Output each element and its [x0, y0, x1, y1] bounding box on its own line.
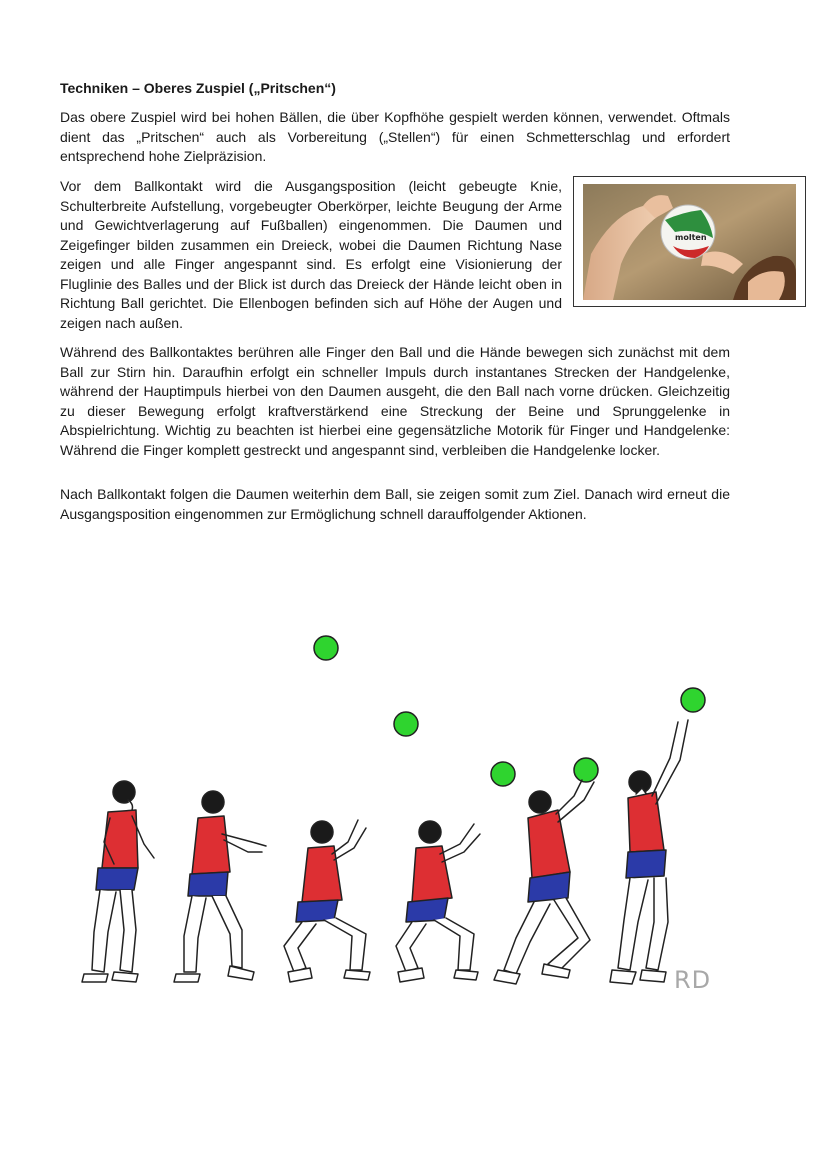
paragraph-ball-contact: Während des Ballkontaktes berühren alle Finger den Ball und die Hände bewegen sich zunächst mit dem Ball zur Stirn hin. Daraufhin erfolgt ein schneller Impuls durch instantanes Strecken der Handgelenke, während der Hauptimpuls hierbei von den Daumen ausgeht, die den Ball nach vorne drücken. Gleichzeitig zu dieser Bewegung erfolgt kraftverstärkend eine Streckung der Beine und Sprunggelenke in Abspielrichtung. Wichtig zu beachten ist hierbei eine gegensätzliche Motorik für Finger und Handgelenke: Während die Finger komplett gestreckt und angespannt sind, verbleiben die Handgelenke locker.: [60, 344, 730, 458]
player-figure-2: [174, 791, 266, 982]
illustration-watermark: RD: [674, 966, 712, 994]
volleyball-photo: [573, 176, 806, 307]
ball-5: [681, 688, 705, 712]
player-figure-1: [82, 781, 154, 982]
ball-4: [574, 758, 598, 782]
ball-3: [491, 762, 515, 786]
paragraph-intro: Das obere Zuspiel wird bei hohen Bällen, die über Kopfhöhe gespielt werden können, verwendet. Oftmals dient das „Pritschen“ auch als Vorbereitung („Stellen“) für einen Schmetterschlag und erfordert entsprechend hohe Zielpräzision.: [60, 109, 730, 164]
pass-sequence-illustration: [80, 620, 720, 1000]
player-figure-5: [494, 780, 594, 984]
volleyball-photo-image: [583, 184, 796, 300]
player-figure-4: [396, 821, 480, 982]
ball-2: [394, 712, 418, 736]
ball-1: [314, 636, 338, 660]
paragraph-starting-position: Vor dem Ballkontakt wird die Ausgangsposition (leicht gebeugte Knie, Schulterbreite Aufstellung, vorgebeugter Oberkörper, leichte Beugung der Arme und Gewichtverlagerung auf Fußballen) eingenommen. Die Daumen und Zeigefinger bilden zusammen ein Dreieck, wobei die Daumen Richtung Nase zeigen und alle Finger angespannt sind. Es erfolgt eine Visionierung der Fluglinie des Balles und der Blick ist durch das Dreieck der Hände leicht oben in Richtung Ball gerichtet. Die Ellenbogen befinden sich auf Höhe der Augen und zeigen nach außen.: [60, 178, 562, 331]
paragraph-follow-through: Nach Ballkontakt folgen die Daumen weiterhin dem Ball, sie zeigen somit zum Ziel. Danach wird erneut die Ausgangsposition eingenommen zur Ermöglichung schnell darauffolgender Aktionen.: [60, 486, 730, 522]
ball-brand-label: molten: [675, 233, 707, 242]
player-figure-3: [284, 820, 370, 982]
page-title: Techniken – Oberes Zuspiel („Pritschen“): [60, 80, 336, 96]
player-figure-6: [610, 720, 688, 984]
